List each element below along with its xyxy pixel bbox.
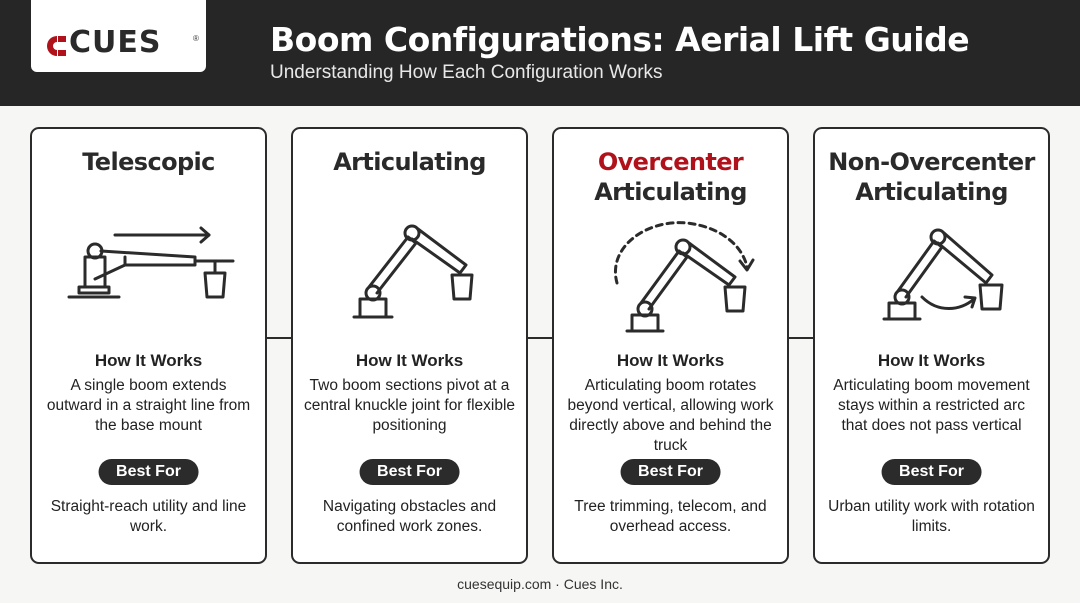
card-connector (527, 337, 553, 339)
card-title: Non-Overcenter Articulating (828, 148, 1035, 206)
card-title: Articulating (333, 148, 486, 176)
how-it-works-text: A single boom extends outward in a straight line from the base mount (46, 377, 251, 434)
page-subtitle: Understanding How Each Configuration Works (270, 62, 663, 83)
registered-mark: ® (193, 34, 199, 43)
logo-wordmark: CUES (69, 25, 162, 60)
how-it-works-label: How It Works (616, 351, 725, 370)
best-for-text: Urban utility work with rotation limits. (828, 498, 1035, 535)
best-for-badge: Best For (98, 459, 199, 485)
best-for-badge: Best For (359, 459, 460, 485)
non-overcenter-boom-icon (848, 217, 1018, 337)
header-bar (0, 0, 1080, 106)
cues-logo[interactable] (31, 0, 206, 72)
cues-logo-mark-icon (45, 34, 67, 58)
card-title-highlight: Overcenter (597, 148, 744, 176)
page-title: Boom Configurations: Aerial Lift Guide (270, 20, 970, 59)
card-non-overcenter-articulating (813, 127, 1050, 564)
card-articulating (291, 127, 528, 564)
card-title: Overcenter Articulating (554, 147, 787, 207)
best-for-text: Tree trimming, telecom, and overhead access. (574, 498, 767, 535)
card-telescopic (30, 127, 267, 564)
how-it-works-label: How It Works (877, 351, 986, 370)
how-it-works-text: Articulating boom rotates beyond vertical, allowing work directly above and behind the truck (567, 377, 774, 454)
telescopic-boom-icon (65, 217, 235, 337)
overcenter-boom-icon (587, 217, 757, 337)
footer-text: cuesequip.com · Cues Inc. (457, 576, 623, 592)
best-for-text: Navigating obstacles and confined work zones. (322, 498, 497, 535)
best-for-text: Straight-reach utility and line work. (50, 498, 247, 535)
how-it-works-text: Two boom sections pivot at a central knuckle joint for flexible positioning (303, 377, 516, 434)
how-it-works-text: Articulating boom movement stays within a restricted arc that does not pass vertical (833, 377, 1030, 434)
card-connector (788, 337, 814, 339)
how-it-works-label: How It Works (94, 351, 203, 370)
how-it-works-label: How It Works (355, 351, 464, 370)
best-for-badge: Best For (881, 459, 982, 485)
card-connector (266, 337, 292, 339)
card-overcenter-articulating (552, 127, 789, 564)
articulating-boom-icon (326, 217, 496, 337)
best-for-badge: Best For (620, 459, 721, 485)
card-title: Telescopic (82, 148, 215, 176)
